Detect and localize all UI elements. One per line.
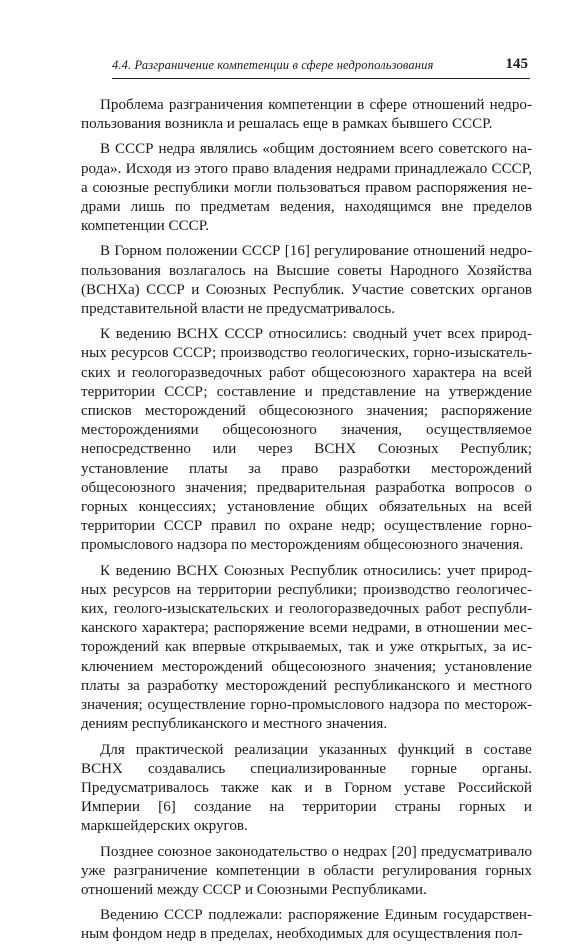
page-number: 145 bbox=[505, 56, 528, 72]
running-header bbox=[112, 56, 530, 79]
paragraph: К ведению ВСНХ СССР относились: сводный учет всех природных ресурсов СССР; производство геологических, горно-изыскательских и геологоразведочных работ общесоюзного характера на всей территории СССР; составление и представление на утверждение списков месторождений общесоюзного значения; распоряжение месторождениями общесоюзного значения, осуществляемое непосредственно или через ВСНХ Союзных Республик; установление платы за право разработки месторождений общесоюзного значения; предварительная разработка вопросов о горных концессиях; установление общих обязательных на всей территории СССР правил по охране недр; осуществление горно-промыслового надзора по месторождениям общесоюзного значения. bbox=[81, 326, 532, 554]
paragraph: В Горном положении СССР [16] регулирование отношений недропользования возлагалось на Высшие советы Народного Хозяйства (ВСНХа) СССР и Союзных Республик. Участие советских органов представительной власти не предусматривалось. bbox=[81, 243, 532, 318]
paragraph: В СССР недра являлись «общим достоянием всего советского народа». Исходя из этого право владения недрами принадлежало СССР, а союзные республики могли пользоваться правом распоряжения недрами лишь по предметам ведения, находящимся вне пределов компетенции СССР. bbox=[81, 141, 532, 235]
paragraph: Проблема разграничения компетенции в сфере отношений недропользования возникла и решалась еще в рамках бывшего СССР. bbox=[81, 97, 532, 133]
paragraph: Ведению СССР подлежали: распоряжение Единым государственным фондом недр в пределах, необходимых для осуществления пол- bbox=[81, 907, 532, 943]
running-title: 4.4. Разграничение компетенции в сфере недропользования bbox=[112, 58, 434, 72]
body-text bbox=[81, 96, 532, 951]
paragraph: Позднее союзное законодательство о недрах [20] предусматривало уже разграничение компетенции в области регулирования горных отношений между СССР и Союзными Республиками. bbox=[81, 843, 532, 898]
paragraph: Для практической реализации указанных функций в составе ВСНХ создавались специализированные горные органы. Предусматривалось также как и в Горном уставе Российской Империи [6] создание на территории страны горных и маркшейдерских округов. bbox=[81, 741, 532, 835]
paragraph: К ведению ВСНХ Союзных Республик относились: учет природных ресурсов на территории республики; производство геологических, геолого-изыскательских и геологоразведочных работ республиканского характера; распоряжение всеми недрами, в отношении месторождений как впервые открываемых, так и уже открытых, за исключением месторождений общесоюзного значения; установление платы за разработку месторождений республиканского и местного значения; осуществление горно-промыслового надзора по месторождениям республиканского и местного значения. bbox=[81, 562, 532, 733]
